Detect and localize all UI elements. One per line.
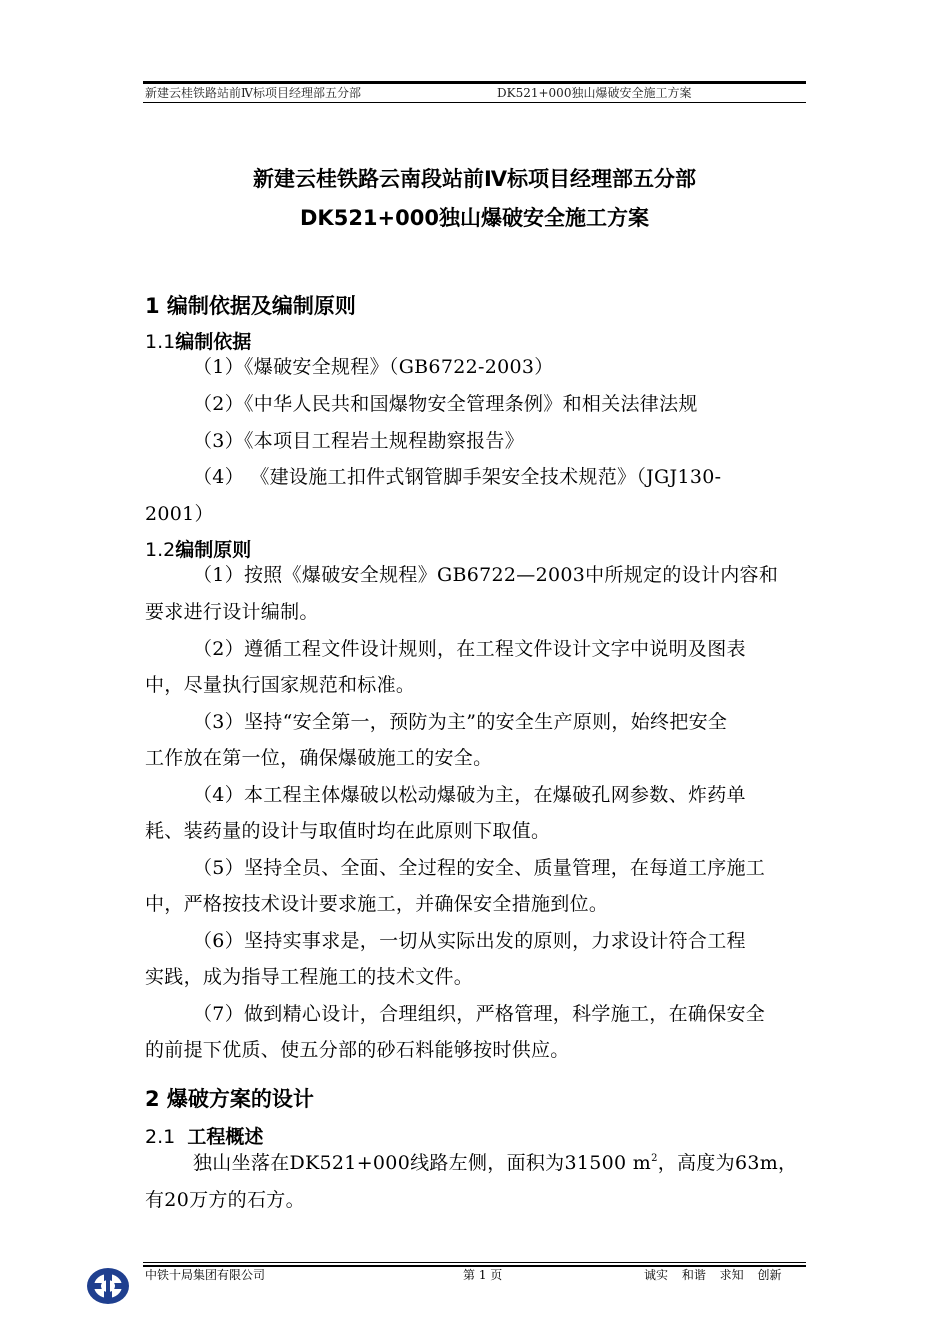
basis-item-3: （3）《本项目工程岩土规程勘察报告》 (193, 430, 524, 452)
principle-5-line1: （5）坚持全员、全面、全过程的安全、质量管理，在每道工序施工 (193, 857, 766, 879)
header-right-text: DK521+000独山爆破安全施工方案 (497, 86, 692, 100)
section2-1-number: 2.1 (145, 1126, 176, 1148)
header-rule-thin (143, 102, 806, 103)
overview-line1 (193, 1148, 797, 1175)
principle-5-line2: 中，严格按技术设计要求施工，并确保安全措施到位。 (145, 893, 609, 915)
overview-line2: 有20万方的石方。 (145, 1189, 305, 1211)
section1-2-title: 编制原则 (175, 539, 252, 561)
overview-line1-a: 独山坐落在DK521+000线路左侧，面积为31500 m (193, 1152, 652, 1174)
principle-6-line2: 实践，成为指导工程施工的技术文件。 (145, 966, 474, 988)
principle-7-line1: （7）做到精心设计，合理组织，严格管理，科学施工，在确保安全 (193, 1003, 766, 1025)
section1-2-heading (145, 535, 251, 562)
footer-page-number: 第 1 页 (463, 1268, 503, 1282)
principle-7-line2: 的前提下优质、使五分部的砂石料能够按时供应。 (145, 1039, 570, 1061)
doc-title-line2: DK521+000独山爆破安全施工方案 (300, 206, 649, 230)
principle-3-line1: （3）坚持“安全第一，预防为主”的安全生产原则，始终把安全 (193, 711, 728, 733)
principle-3-line2: 工作放在第一位，确保爆破施工的安全。 (145, 747, 493, 769)
section1-1-number: 1.1 (145, 331, 176, 353)
footer-company: 中铁十局集团有限公司 (145, 1268, 266, 1282)
basis-item-4: （4） 《建设施工扣件式钢管脚手架安全技术规范》（JGJ130- (193, 466, 722, 488)
section2-heading: 2 爆破方案的设计 (145, 1087, 314, 1111)
principle-6-line1: （6）坚持实事求是，一切从实际出发的原则，力求设计符合工程 (193, 930, 746, 952)
principle-1-line1: （1）按照《爆破安全规程》GB6722—2003中所规定的设计内容和 (193, 564, 779, 586)
principle-2-line2: 中，尽量执行国家规范和标准。 (145, 674, 416, 696)
section1-1-title: 编制依据 (175, 331, 252, 353)
section2-1-title: 工程概述 (187, 1126, 264, 1148)
section2-1-heading (145, 1122, 263, 1149)
principle-4-line1: （4）本工程主体爆破以松动爆破为主，在爆破孔网参数、炸药单 (193, 784, 746, 806)
overview-line1-b: ，高度为63m， (657, 1152, 798, 1174)
principle-2-line1: （2）遵循工程文件设计规则，在工程文件设计文字中说明及图表 (193, 638, 746, 660)
footer-motto: 诚实 和谐 求知 创新 (644, 1268, 782, 1282)
section1-2-number: 1.2 (145, 539, 176, 561)
header-left-text: 新建云桂铁路站前Ⅳ标项目经理部五分部 (145, 86, 361, 100)
section1-1-heading (145, 327, 251, 354)
principle-1-line2: 要求进行设计编制。 (145, 601, 319, 623)
basis-item-2: （2）《中华人民共和国爆物安全管理条例》和相关法律法规 (193, 393, 698, 415)
basis-item-1: （1）《爆破安全规程》（GB6722-2003） (193, 356, 554, 378)
principle-4-line2: 耗、装药量的设计与取值时均在此原则下取值。 (145, 820, 551, 842)
section1-heading: 1 编制依据及编制原则 (145, 294, 356, 318)
basis-item-4-cont: 2001） (145, 503, 214, 525)
area-exponent: 2 (651, 1153, 658, 1164)
footer-rule-thin (143, 1262, 806, 1263)
doc-title-line1: 新建云桂铁路云南段站前Ⅳ标项目经理部五分部 (252, 167, 697, 191)
company-logo-icon (86, 1266, 130, 1306)
